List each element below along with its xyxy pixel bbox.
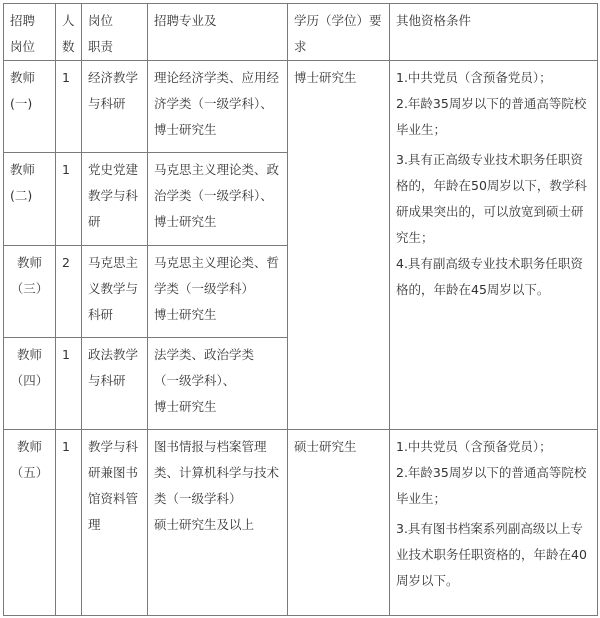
major-cell: 理论经济学类、应用经 济学类（一级学科）、 博士研究生 — [148, 61, 288, 153]
position-cell: 教师 （五） — [4, 430, 56, 616]
count-cell: 2 — [56, 245, 82, 337]
duty-cell: 党史党建 教学与科 研 — [82, 153, 148, 245]
major-cell: 马克思主义理论类、政 治学类（一级学科）、 博士研究生 — [148, 153, 288, 245]
position-cell: 教师 （三） — [4, 245, 56, 337]
header-count: 人 数 — [56, 4, 82, 61]
header-major: 招聘专业及 — [148, 4, 288, 61]
duty-cell: 教学与科 研兼图书 馆资料管 理 — [82, 430, 148, 616]
major-cell: 图书情报与档案管理 类、计算机科学与技术 类（一级学科） 硕士研究生及以上 — [148, 430, 288, 616]
duty-cell: 政法教学 与科研 — [82, 338, 148, 430]
position-cell: 教师 (一) — [4, 61, 56, 153]
table-row — [4, 61, 598, 153]
position-cell: 教师 （四） — [4, 338, 56, 430]
count-cell: 1 — [56, 338, 82, 430]
degree-cell-group2: 硕士研究生 — [288, 430, 390, 616]
other-cell-group2: 1.中共党员（含预备党员）； 2.年龄35周岁以下的普通高等院校 毕业生； 3.具有图书档案系列副高级以上专 业技术职务任职资格的，年龄在40 周岁以下。 — [390, 430, 598, 616]
degree-cell-group1: 博士研究生 — [288, 61, 390, 430]
header-degree: 学历（学位）要 求 — [288, 4, 390, 61]
header-other: 其他资格条件 — [390, 4, 598, 61]
table-header-row — [4, 4, 598, 61]
duty-cell: 马克思主 义教学与 科研 — [82, 245, 148, 337]
position-cell: 教师 (二) — [4, 153, 56, 245]
other-cell-group1: 1.中共党员（含预备党员）； 2.年龄35周岁以下的普通高等院校 毕业生； 3.具有正高级专业技术职务任职资 格的，年龄在50周岁以下，教学科 研成果突出的，可以放宽到硕士研 究生； 4.具有副高级专业技术职务任职资 格的，年龄在45周岁以下。 — [390, 61, 598, 430]
header-position: 招聘 岗位 — [4, 4, 56, 61]
major-cell: 法学类、政治学类 （一级学科）、 博士研究生 — [148, 338, 288, 430]
header-duty: 岗位 职责 — [82, 4, 148, 61]
count-cell: 1 — [56, 61, 82, 153]
recruitment-table — [3, 3, 598, 616]
count-cell: 1 — [56, 430, 82, 616]
count-cell: 1 — [56, 153, 82, 245]
duty-cell: 经济教学 与科研 — [82, 61, 148, 153]
major-cell: 马克思主义理论类、哲 学类（一级学科） 博士研究生 — [148, 245, 288, 337]
table-row — [4, 430, 598, 616]
